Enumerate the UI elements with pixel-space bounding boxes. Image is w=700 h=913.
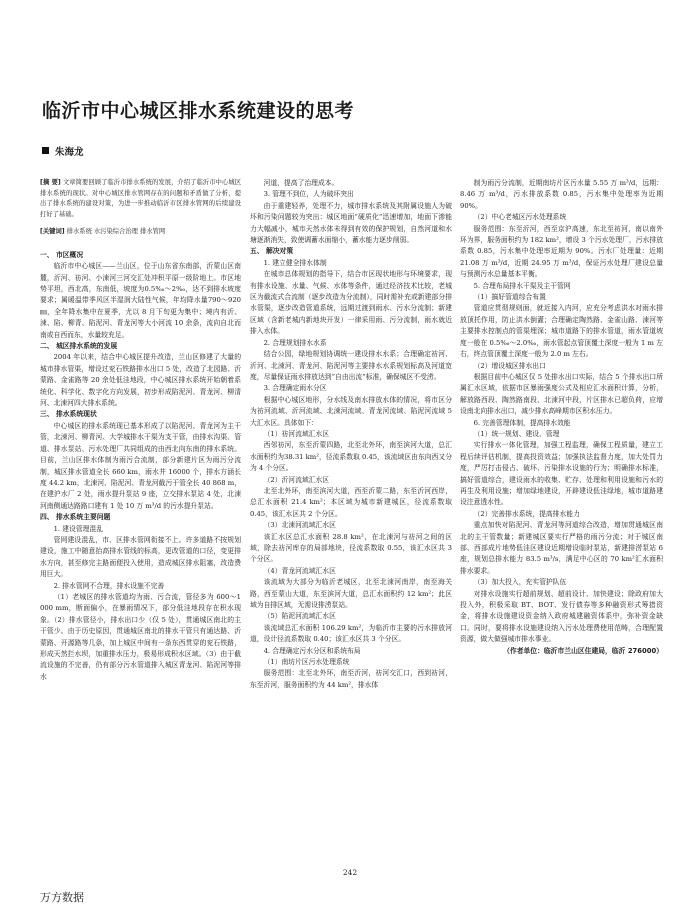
paragraph: 2. 合理规划排水水系 — [263, 338, 327, 347]
paragraph: 3. 合理确定雨水分区 — [263, 384, 327, 393]
paragraph: （2）增设城区排水出口 — [473, 361, 546, 370]
paragraph: 重点加快对陷泥河、青龙河等河道综合改造，增加贯通城区南北的主干管数量；新建城区要实行严格的雨污分流；对于城区南部、西部成片地势低洼区建设近期增设临时泵站，新建排涝泵站 6 座，规划总排水能力 83.5 m³/s，满足中心区的 70 km²汇水面积排水要求。 — [460, 521, 663, 575]
paragraph: 2. 排水管网不合理，排水设施不完善 — [53, 581, 165, 590]
paragraph: 6. 完善管理体制，提高排水效能 — [473, 418, 571, 427]
paragraph: 河道，提高了治理成本。 — [263, 179, 339, 187]
paragraph: 根据目前中心城区仅 5 处排水出口实际，结合 5 个排水出口所属汇水区域，依据市区暴雨强度公式及相应汇水面积计算，分析，解放路西段、陶然路南段、北涑河中段，片区排水已超负荷，应增设南北向排水出口，减少排水高峰期市区积水压力。 — [460, 372, 663, 416]
paragraph: （1）统一规划、建设、管理 — [473, 429, 560, 438]
column-1-body — [40, 250, 241, 683]
keywords-text: 排水系统 水污染综合治理 排水管网 — [66, 228, 166, 236]
section-heading: 一、 市区概况 — [40, 250, 84, 259]
paragraph: （1）老城区的排水管道均为雨、污合流，管径多为 600～1 000 mm，断面偏小，在暴雨情况下，部分低洼地段存在积水现象。（2）排水管径小，排水出口少（仅 5 处），贯通城区南北的主干管少。由于历史原因，贯通城区南北的排水干管只有通达路、沂蒙路、开源路等几条，加上城区中间有一条东西贯穿的兖石铁路，形成天然拦水坝，加重排水压力，极易形成积水区域。（3）由于截流设施的不完善，仍有部分污水管道排入城区青龙河、陷泥河等排水 — [40, 592, 241, 681]
paragraph: （2）中心老城区污水处理系统 — [473, 213, 567, 222]
paragraph: 该流域为大部分为临沂老城区，北至北涑河南岸，南至海关路，西至蒙山大道，东至滨河大道，总汇水面积约 12 km²；此区域为自排区域，无需设排涝泵站。 — [250, 578, 452, 610]
column-2-body — [250, 178, 452, 691]
article-title: 临沂市中心城区排水系统建设的思考 — [42, 100, 355, 122]
paragraph: （3）北涑河流域汇水区 — [263, 521, 336, 530]
section-heading: 四、 排水系统主要问题 — [40, 513, 111, 522]
paragraph: （1）祊河流域汇水区 — [263, 429, 330, 438]
column-1 — [40, 178, 241, 860]
paragraph: （1）南坊片区污水处理系统 — [263, 658, 350, 667]
paragraph: 临沂市中心城区——兰山区，位于山东省东南部，沂蒙山区南麓，沂河、祊河、小涑河三河交汇处冲积平原一级阶地上。市区地势平坦，西北高，东南低，坡度为0.5‰～2‰，达不到排水坡度要求；属暖温带季风区半湿润大陆性气候，年均降水量790～920㎜，全年降水集中在夏季，尤以 8 月下旬更为集中；境内有沂、涑、陷、柳青、陷泥河、青龙河等大小河流 10 余条，流向自北而南或自西而东，水量较充足。 — [40, 262, 241, 339]
paragraph: 结合公园，绿地规划协调统一建设排水水系；合理确定祊河、沂河、北涑河、青龙河、陷泥河等主要排水水系规划标高及河道宽度，尽量保证雨水排放达到“自由出流”标准，确保城区不受涝。 — [250, 350, 452, 381]
paragraph: 3. 管理不到位，人为破坏突出 — [263, 190, 354, 199]
section-heading: 三、 排水系统现状 — [40, 410, 97, 419]
paragraph: 服务范围：东至沂河，西至京沪高速，东北至祊河，南以南外环为界，服务面积约为 182 km²，增设 3 个污水处理厂，污水排放系数 0.85，污水集中处理率近期为 90%。污水厂处理量：近期 21.08 万 m³/d，近期 24.95 万 m³/d，保证污水处理厂建设总量与预测污水总量基本平衡。 — [460, 224, 663, 279]
paragraph: （4）青龙河流域汇水区 — [263, 566, 336, 575]
footer-watermark: 万方数据 — [40, 891, 84, 904]
paragraph: 北至北外环，南至滨河大道，西至沂蒙二路，东至沂河西岸，总汇水面积 21.4 km²；本区域为城市新建城区，径流系数取 0.45，该汇水区共 2 个分区。 — [250, 486, 452, 518]
paragraph: 5. 合理布局排水干渠及主干管网 — [473, 281, 571, 290]
paragraph: 1. 建立健全排水体制 — [263, 258, 327, 267]
paragraph: 对排水设施实行超前规划、超前设计、加快建设；除政府加大投入外，积极采取 BT、BOT、发行债券等多种融资形式筹措资金，将排水设施建设资金纳入政府城建融资体系中，弥补资金缺口。同时，要将排水设施建设纳入污水处理费使用范畴，合理配置资源，做大做强城市排水事业。 — [460, 589, 663, 644]
abstract-text: 文章简要回顾了临沂市排水系统的发展，介绍了临沂市中心城区排水系统的现状。对中心城区排水管网存在的问题和矛盾做了分析，提出了排水系统的建设对策，为进一步推动临沂市区排水管网的后续建设打好了基础。 — [40, 179, 241, 218]
paragraph: 该流域总汇水面积 106.29 km²，为临沂市主要的污水排放河道，设计径流系数取 0.40；该汇水区共 3 个分区。 — [250, 623, 452, 644]
author-name: 朱海龙 — [55, 147, 84, 158]
paragraph: （2）沂河流域汇水区 — [263, 475, 330, 484]
paragraph: 由于重建轻养，处理不力，城市排水系统及其附属设施人为破坏和污染问题较为突出：城区地面“硬质化”迅速增加，地面下渗能力大幅减小，城市天然水体未得到有效的保护规划，自然河道和水塘逐渐消失，致使调蓄水面缩小，蓄水能力逐步削弱。 — [250, 201, 452, 245]
paragraph: （1）搞好管道综合布置 — [473, 293, 546, 302]
paragraph: 1. 建设管理混乱 — [53, 524, 104, 533]
paragraph: 服务范围：北至北外环，南至沂河，祊河交汇口，西到祊河，东至沂河，服务面积约为 44 km²，排水体 — [250, 669, 452, 689]
author-line — [42, 144, 84, 158]
paragraph: 西邻祊河，东至沂蒙四路，北至北外环，南至滨河大道，总汇水面积约为38.31 km²，径流系数取 0.45，该流域区由东向西又分为 4 个分区。 — [250, 441, 452, 473]
paragraph: 管网建设混乱，市、区排水管网衔接不上。许多道路不按规划建设，施工中随意抬高排水管线的标高，更改管道的口径，变更排水方向，甚至修完主路面便投入使用，造成城区排水阻塞，改造费用巨大。 — [40, 535, 241, 579]
keywords — [40, 226, 241, 237]
paragraph: 根据中心城区地形，分水线及南水排放水体的情况，将市区分为祊河流域、沂河流域、北涑河流域、青龙河流域、陷泥河流域 5 大汇水区。具体如下： — [250, 395, 452, 427]
column-3 — [460, 178, 663, 860]
square-bullet-icon — [42, 147, 49, 154]
abstract-label: [摘 要] — [40, 179, 61, 186]
paragraph: 管道应贯彻规则面，就近接入内河，应充分考虑洪水对雨水排放顶托作用，防止洪水倒灌；合理确定陶然路、金雀山路、涑河等主要排水控制点的管渠埋深；城市道路下的排水管道，雨水管道坡度一般在 0.5‰～2.0‰，雨水管起点管顶覆土深度一般为 1 m 左右，终点管顶覆土深度一般为 2.0 m 左右。 — [460, 304, 663, 359]
paragraph: （2）完善排水系统，提高排水能力 — [473, 509, 580, 518]
author-address: （作者单位：临沂市兰山区住建局，临沂 276000） — [503, 646, 663, 655]
column-2 — [250, 178, 452, 860]
paragraph: 在城市总体规划的指导下，结合市区现状地形与环境要求，现有排水设施、水量、气候、水体等条件，通过经济技术比较，老城区为截流式合流制（逐步改造为分流制），同时需补充或新建部分排水管渠，逐步改造管道系统，远期过渡到雨水、污水分流制；新建区域（含新老城内新地块开发）一律采用雨、污分流制，雨水就近排入水体。 — [250, 270, 452, 336]
paragraph: 中心城区的排水系统现已基本形成了以陷泥河、青龙河为主干管，北涑河、柳青河、大学城排水干渠为支干管，由排水沟渠、管道、排水泵站、污水处理厂共同组成的由西北向东南的排水系统。目前，兰山区排水体制为雨污合流制，部分新建片区为雨污分流制，城区排水管道全长 660 km，雨水井 16000 个，排水方涵长度 44.2 km，北涑河、陷泥河、青龙河截污干管全长 40 868 m，在建沪水厂 2 处，雨水提升泵站 9 座，立交排水泵站 4 处，北涑河南侧通达路路口建有 1 处 10 万 m³/d 的污水提升泵站。 — [40, 421, 241, 510]
paragraph: （5）陷泥河流域汇水区 — [263, 612, 336, 621]
section-heading: 五、 解决对策 — [250, 247, 294, 256]
keywords-label: [关键词] — [40, 228, 65, 236]
section-heading: 二、 城区排水系统的发展 — [40, 342, 118, 351]
paragraph: 2004 年以来，结合中心城区提升改造，兰山区修建了大量的城市排水管渠，增设过兖石铁路排水出口 5 处，改造了北园路、沂蒙路、金雀路等 20 余处低洼地段，中心城区排水系统开始朝着系统化、科学化、数字化方向发展，初步形成陷泥河、青龙河、柳清河、北涑河四大排水系统。 — [40, 353, 241, 408]
page-number: 242 — [342, 868, 358, 877]
paragraph: 4. 合理确定污水分区和系统布局 — [263, 646, 361, 655]
paragraph: 实行排水一体化管理，加强工程监理，确保工程质量，建立工程后续评估机制，提高投资效益；加强执法监督力度，加大处罚力度，严厉打击侵占、破坏、污染排水设施的行为；明确排水标准，搞好管道综合，建设雨水的收集、贮存、处理和利用设施和污水的再生及利用设施；增加绿地建设，开辟建设低洼绿地，城市道路建设注意透水性。 — [460, 441, 663, 507]
paragraph: 制为雨污分流制，近期南坊片区污水量 5.55 万 m³/d，远期：8.46 万 m³/d，污水排放系数 0.85，污水集中处理率为近期 90%。 — [460, 179, 663, 210]
abstract — [40, 178, 241, 220]
paragraph: 该汇水区总汇水面积 28.8 km²，在北涑河与祊河之间的区域，除去祊河库存的局部地块，径流系数取 0.55，该汇水区共 3 个分区。 — [250, 532, 452, 564]
paragraph: （3）加大投入，充实管护队伍 — [473, 578, 567, 587]
column-3-body — [460, 178, 663, 646]
